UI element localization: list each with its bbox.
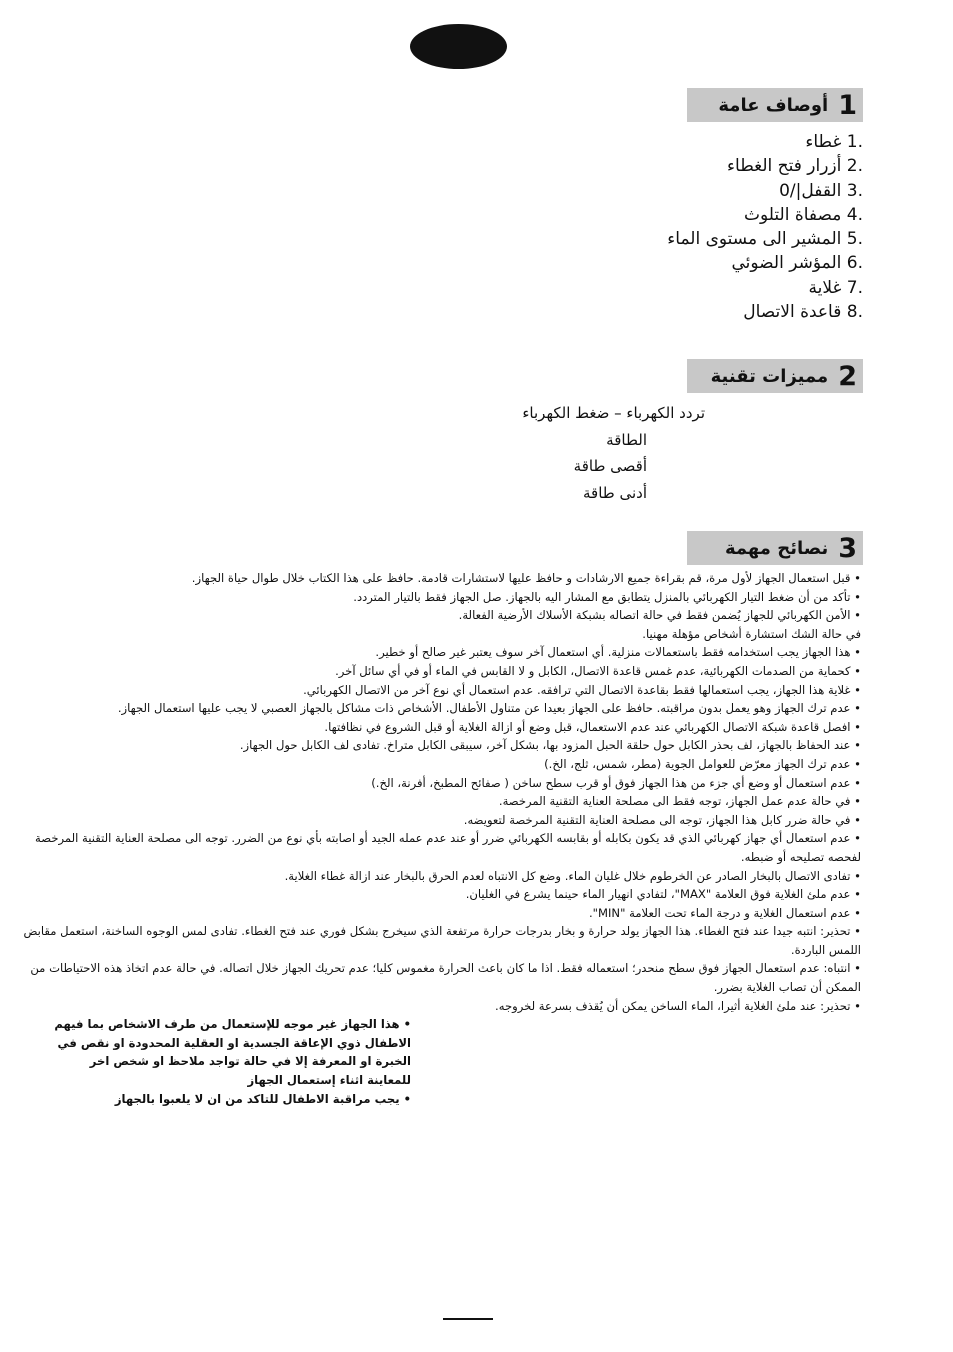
technical-specs	[405, 400, 705, 506]
tip-item: • في حالة عدم عمل الجهاز، توجه فقط الى مصلحة العناية التقنية المرخصة.	[498, 794, 861, 809]
list-item: .1 غطاء	[805, 132, 863, 152]
tip-item: • هذا الجهاز يجب استخدامه فقط باستعمالات منزلية. أي استعمال آخر سوف يعتبر غير صالح أو خطير.	[375, 645, 861, 660]
tip-item: • غلاية هذا الجهاز، يجب استعمالها فقط بقاعدة الاتصال التي ترافقه. عدم استعمال أي نوع آخر من الاتصال الكهربائي.	[303, 682, 861, 697]
section-number: 2	[838, 360, 857, 392]
list-item: .4 مصفاة التلوث	[743, 204, 863, 225]
tip-item: • تفادى الاتصال بالبخار الصادر عن الخرطوم خلال غليان الماء. وضع كل الانتباه لعدم الحرق بالبخار عند ازالة غطاء الغلاية.	[284, 868, 861, 883]
spec-max-power: أقصى طاقة	[573, 457, 647, 475]
parts-list	[563, 130, 863, 324]
list-item: .3 القفل|/0	[779, 180, 863, 201]
tip-item: • افصل قاعدة شبكة الاتصال الكهربائي عند عدم الاستعمال، قبل وضع أو ازالة الغلاية أو قبل الشروع في نظافتها.	[324, 719, 861, 734]
tip-item: • عدم استعمال الغلاية و درجة الماء تحت العلامة "MIN".	[588, 905, 861, 920]
tip-item: • عدم ترك الجهاز معرّض للعوامل الجوية (مطر، شمس، ثلج، الخ.)	[544, 756, 861, 771]
tip-item: • عدم ترك الجهاز وهو يعمل بدون مراقبته. حافظ على الجهاز بعيدا عن متناول الأطفال. الأشخاص ذات مشاكل بالجهاز العصبي لا يجب عليها استعمال الجهاز.	[117, 701, 861, 716]
section-header-general-description	[687, 88, 863, 122]
list-item: .2 أزرار فتح الغطاء	[727, 156, 863, 177]
tip-item: • كحماية من الصدمات الكهربائية، عدم غمس قاعدة الاتصال، الكابل و لا القابس في الماء أو في أي سائل آخر.	[335, 663, 861, 678]
warning-line: • هذا الجهاز غير موجه للإستعمال من طرف الاشخاص بما فيهم	[54, 1017, 411, 1032]
tip-item: • تحذير: عند ملئ الغلاية أثيرا، الماء الساخن يمكن أن يُقذف بسرعة لخروجه.	[495, 998, 861, 1013]
warning-line: الاطفال ذوي الإعاقة الجسدية او العقلية المحدودة او نقص في	[57, 1035, 411, 1050]
tip-item: • الأمن الكهربائي للجهاز يُضمن فقط في حالة اتصاله بشبكة الأسلاك الأرضية الفعالة.	[458, 608, 861, 623]
tip-item: • تأكد من أن ضغط التيار الكهربائي بالمنزل يتطابق مع المشار اليه بالجهاز. صل الجهاز فقط بالتيار المتردد.	[353, 589, 861, 604]
list-item: .8 قاعدة الاتصال	[743, 302, 863, 323]
spec-power: الطاقة	[606, 430, 647, 449]
section-number: 3	[838, 532, 857, 564]
warning-line: للمعاينة اثناء إستعمال الجهاز	[247, 1073, 411, 1088]
spec-voltage-frequency: تردد الكهرباء – ضغط الكهرباء	[522, 404, 705, 422]
tip-item: في حالة الشك استشارة أشخاص مؤهلة مهنيا.	[642, 626, 861, 641]
warning-line: الخبرة او المعرفة إلا في حالة تواجد ملاحظ او شخص اخر	[89, 1054, 411, 1069]
section-title: نصائح مهمة	[724, 537, 829, 559]
safety-tips	[18, 569, 861, 1108]
list-item: .6 المؤشر الضوئي	[731, 253, 863, 274]
section-title: أوصاف عامة	[718, 94, 829, 116]
tip-item: • في حالة ضرر كابل هذا الجهاز، توجه الى مصلحة العناية التقنية المرخصة لتعويضه.	[463, 812, 861, 827]
tip-item: • عدم استعمال أو وضع أي جزء من هذا الجهاز فوق أو قرب سطح ساخن ( صفائح المطبخ، أفرنة، الخ.)	[371, 775, 861, 790]
list-item: .7 غلاية	[808, 277, 863, 298]
page-number-rule	[443, 1318, 493, 1320]
section-number: 1	[838, 89, 857, 121]
tip-item: • انتباه: عدم استعمال الجهاز فوق سطح منحدر؛ استعماله فقط. اذا ما كان باعث الحرارة مغموس كليا؛ عدم تحريك الجهاز خلال اتصاله. في حالة عدم اتخاذ هذه الاحتياطات من الممكن أن تصاب الغلاية بضرر.	[30, 961, 861, 995]
tip-item: • عدم ملئ الغلاية فوق العلامة "MAX"، لتفادي انهيار الماء حينما يشرع في الغليان.	[465, 887, 861, 902]
tip-item: • عند الحفاظ بالجهاز، لف بحذر الكابل حول حلقة الحبل المزود بها، بشكل آخر، سيبقى الكابل متراخ. تفادى لف الكابل حول الجهاز.	[239, 738, 861, 753]
tip-item: • قبل استعمال الجهاز لأول مرة، قم بقراءة جميع الارشادات و حافظ عليها لاستشارات قادمة. حافظ على هذا الكتاب خلال طوال حياة الجهاز.	[191, 571, 861, 585]
children-warning: • يجب مراقبة الاطفال للتاكد من ان لا يلعبوا بالجهاز	[114, 1091, 411, 1106]
section-header-important-advice	[687, 531, 863, 565]
language-tab-oval	[410, 24, 507, 69]
section-header-technical-features	[687, 359, 863, 393]
list-item: .5 المشير الى مستوى الماء	[667, 229, 863, 250]
tip-item: • تحذير: انتبه جيدا عند فتح الغطاء. هذا الجهاز يولد حرارة و بخار بدرجات حرارة مرتفعة الذي سيخرج بشكل فوري عند فتح الغطاء. تفادى لمس الوجوه الساخنة، استعمل مقابض اللمس الباردة.	[23, 924, 861, 957]
tip-item: • عدم استعمال أي جهاز كهربائي الذي قد يكون بكابله أو بقابسه الكهربائي ضرر أو عند عدم عمله الجيد أو اصابته بأي نوع من الضرر. توجه الى مصلحة العناية التقنية المرخصة لفحصه تصليحه أو ضبطه.	[35, 831, 861, 864]
section-title: مميزات تقنية	[710, 365, 829, 387]
spec-min-power: أدنى طاقة	[582, 483, 647, 502]
